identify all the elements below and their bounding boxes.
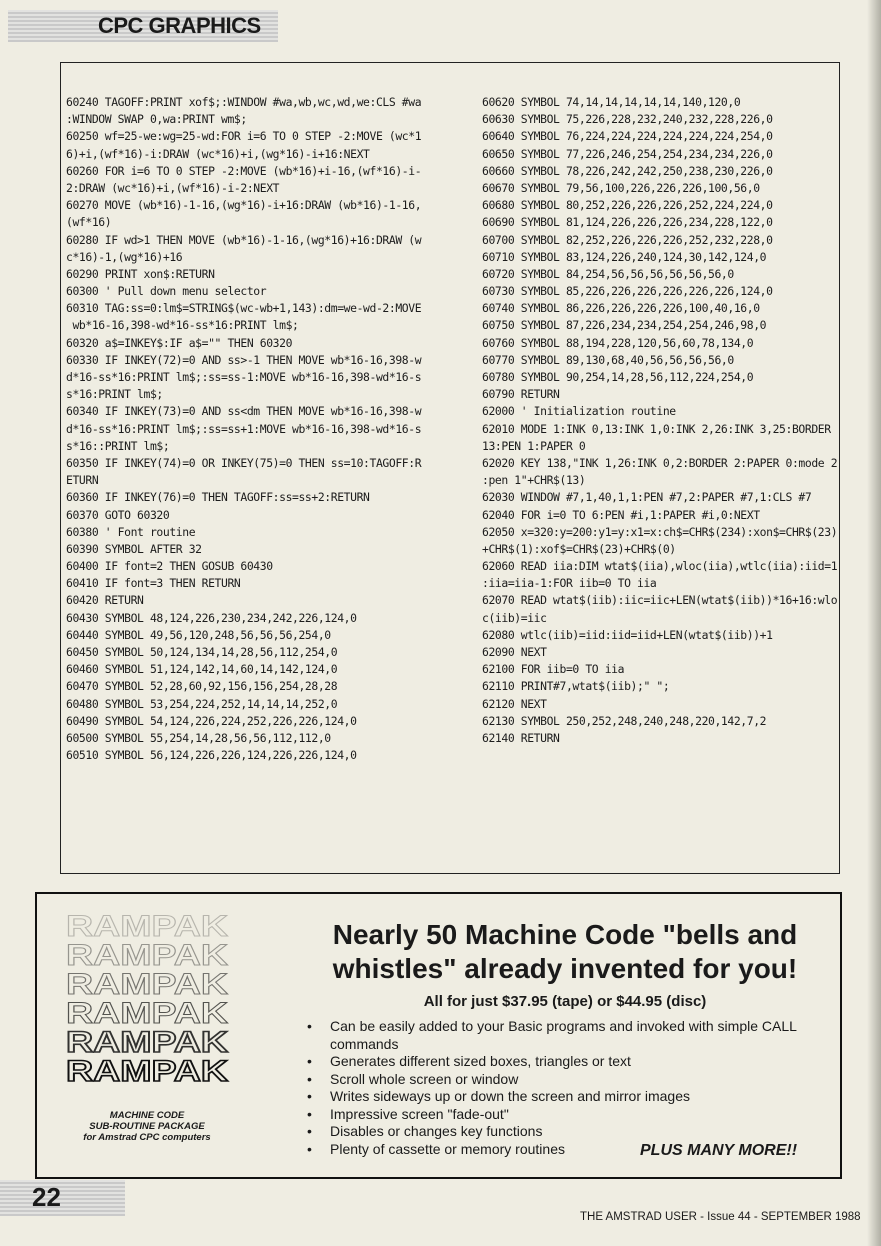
ad-feature-item: • Scroll whole screen or window [305, 1071, 805, 1089]
code-line: s*16::PRINT lm$; [66, 438, 170, 453]
ad-feature-item: • Impressive screen "fade-out" [305, 1106, 805, 1124]
logo-word: RAMPAK [66, 1055, 229, 1085]
code-line: 60710 SYMBOL 83,124,226,240,124,30,142,124,0 [482, 249, 767, 264]
code-line: 60270 MOVE (wb*16)-1-16,(wg*16)-i+16:DRAW (wb*16)-1-16, [66, 198, 422, 213]
ad-feature-item: • Generates different sized boxes, triangles or text [305, 1053, 805, 1071]
code-line: 60640 SYMBOL 76,224,224,224,224,224,224,254,0 [482, 129, 773, 144]
code-line: 62100 FOR iib=0 TO iia [482, 662, 625, 677]
section-title: CPC GRAPHICS [98, 13, 261, 38]
code-line: 60630 SYMBOL 75,226,228,232,240,232,228,226,0 [482, 112, 773, 127]
code-line: 60480 SYMBOL 53,254,224,252,14,14,14,252,0 [66, 696, 338, 711]
code-line: 60450 SYMBOL 50,124,134,14,28,56,112,254,0 [66, 645, 338, 659]
ad-headline-line: Nearly 50 Machine Code "bells and [332, 919, 798, 950]
code-line: 60340 IF INKEY(73)=0 AND ss<dm THEN MOVE wb*16-16,398-w [66, 404, 422, 419]
code-line: :pen 1"+CHR$(13) [482, 473, 586, 488]
code-line: 62070 READ wtat$(iib):iic=iic+LEN(wtat$(iib))*16+16:wlo [482, 593, 838, 608]
code-line: 60750 SYMBOL 87,226,234,234,254,254,246,98,0 [482, 318, 767, 333]
code-line: 60700 SYMBOL 82,252,226,226,226,252,232,228,0 [482, 232, 773, 247]
code-line: :iia=iia-1:FOR iib=0 TO iia [482, 576, 657, 591]
code-line: 60360 IF INKEY(76)=0 THEN TAGOFF:ss=ss+2:RETURN [66, 490, 370, 505]
code-line: 60760 SYMBOL 88,194,228,120,56,60,78,134,0 [482, 335, 754, 350]
code-line: +CHR$(1):xof$=CHR$(23)+CHR$(0) [482, 541, 676, 556]
code-line: 60490 SYMBOL 54,124,226,224,252,226,226,124,0 [66, 713, 357, 728]
code-line: 60280 IF wd>1 THEN MOVE (wb*16)-1-16,(wg*16)+16:DRAW (w [66, 232, 422, 247]
code-line: 62050 x=320:y=200:y1=y:x1=x:ch$=CHR$(234):xon$=CHR$(23) [482, 524, 838, 539]
code-line: 60400 IF font=2 THEN GOSUB 60430 [66, 559, 273, 574]
code-line: 60300 ' Pull down menu selector [66, 284, 267, 299]
publication-name: THE AMSTRAD USER [580, 1211, 697, 1223]
code-line: (wf*16) [66, 215, 112, 230]
code-line: 60500 SYMBOL 55,254,14,28,56,56,112,112,0 [66, 730, 331, 745]
code-line: 62090 NEXT [482, 645, 547, 659]
ad-feature-item: • Writes sideways up or down the screen and mirror images [305, 1088, 805, 1106]
logo-word: RAMPAK [66, 968, 229, 1001]
logo-word: RAMPAK [66, 997, 229, 1030]
logo-caption-line: SUB-ROUTINE PACKAGE [89, 1121, 205, 1132]
code-line: 60510 SYMBOL 56,124,226,226,124,226,226,124,0 [66, 748, 357, 763]
code-line: 60370 GOTO 60320 [66, 507, 170, 522]
code-line: 62010 MODE 1:INK 0,13:INK 1,0:INK 2,26:INK 3,25:BORDER [482, 421, 831, 436]
code-line: 60730 SYMBOL 85,226,226,226,226,226,226,124,0 [482, 284, 773, 299]
code-line: d*16-ss*16:PRINT lm$;:ss=ss-1:MOVE wb*16-16,398-wd*16-s [66, 370, 422, 384]
code-line: wb*16-16,398-wd*16-ss*16:PRINT lm$; [66, 318, 299, 333]
ad-headline [300, 918, 830, 986]
logo-word: RAMPAK [66, 939, 229, 972]
code-line: c(iib)=iic [482, 610, 547, 625]
code-line: 62020 KEY 138,"INK 1,26:INK 0,2:BORDER 2:PAPER 0:mode 2 [482, 455, 838, 470]
code-line: 60310 TAG:ss=0:lm$=STRING$(wc-wb+1,143):dm=we-wd-2:MOVE [66, 301, 422, 316]
code-line: 60290 PRINT xon$:RETURN [66, 266, 215, 281]
ad-headline-line: whistles" already invented for you! [332, 953, 798, 984]
code-line: 60620 SYMBOL 74,14,14,14,14,14,140,120,0 [482, 95, 741, 109]
code-line: 62120 NEXT [482, 696, 547, 711]
ad-feature-list [305, 1018, 805, 1158]
code-line: 60430 SYMBOL 48,124,226,230,234,242,226,124,0 [66, 610, 357, 625]
code-line: d*16-ss*16:PRINT lm$;:ss=ss+1:MOVE wb*16-16,398-wd*16-s [66, 421, 422, 436]
code-line: 2:DRAW (wc*16)+i,(wf*16)-i-2:NEXT [66, 180, 280, 195]
code-line: 13:PEN 1:PAPER 0 [482, 438, 586, 453]
ad-price-line: All for just $37.95 (tape) or $44.95 (disc) [423, 993, 707, 1010]
code-line: 60680 SYMBOL 80,252,226,226,226,252,224,224,0 [482, 198, 773, 213]
code-line: 62140 RETURN [482, 730, 560, 745]
ad-feature-item: • Can be easily added to your Basic programs and invoked with simple CALL commands [305, 1018, 805, 1053]
logo-word: RAMPAK [66, 1026, 229, 1059]
code-line: 60330 IF INKEY(72)=0 AND ss>-1 THEN MOVE wb*16-16,398-w [66, 352, 422, 367]
rampak-logo [62, 910, 232, 1085]
page-number: 22 [32, 1182, 61, 1212]
code-line: :WINDOW SWAP 0,wa:PRINT wm$; [66, 112, 247, 127]
page-number-tab [0, 1180, 125, 1216]
code-line: 60380 ' Font routine [66, 524, 196, 539]
code-line: 60250 wf=25-we:wg=25-wd:FOR i=6 TO 0 STEP -2:MOVE (wc*1 [66, 129, 422, 144]
code-line: 60770 SYMBOL 89,130,68,40,56,56,56,56,0 [482, 352, 734, 367]
code-line: 60790 RETURN [482, 387, 560, 402]
code-line: 60390 SYMBOL AFTER 32 [66, 541, 202, 556]
logo-word: RAMPAK [66, 910, 229, 943]
ad-feature-item: • Disables or changes key functions [305, 1123, 805, 1141]
ad-plus-more: PLUS MANY MORE!! [640, 1142, 798, 1159]
code-line: 62060 READ iia:DIM wtat$(iia),wloc(iia),wtlc(iia):iid=1 [482, 559, 838, 574]
code-line: 60670 SYMBOL 79,56,100,226,226,226,100,56,0 [482, 180, 760, 195]
code-line: 60650 SYMBOL 77,226,246,254,254,234,234,226,0 [482, 146, 773, 161]
code-line: 60320 a$=INKEY$:IF a$="" THEN 60320 [66, 335, 293, 350]
page-edge-shadow [867, 0, 881, 1246]
logo-caption-line: MACHINE CODE [109, 1110, 185, 1121]
logo-caption-line: for Amstrad CPC computers [83, 1132, 211, 1143]
code-line: 60410 IF font=3 THEN RETURN [66, 576, 241, 591]
code-line: ETURN [66, 473, 99, 488]
code-line: 60720 SYMBOL 84,254,56,56,56,56,56,56,0 [482, 266, 734, 281]
code-line: 62080 wtlc(iib)=iid:iid=iid+LEN(wtat$(iib))+1 [482, 627, 773, 642]
code-line: 60740 SYMBOL 86,226,226,226,226,100,40,16,0 [482, 301, 760, 316]
code-line: 60420 RETURN [66, 593, 144, 608]
code-line: 60690 SYMBOL 81,124,226,226,226,234,228,122,0 [482, 215, 773, 230]
code-line: 62110 PRINT#7,wtat$(iib);" "; [482, 679, 670, 694]
ad-feature-item: • Plenty of cassette or memory routines [305, 1141, 805, 1159]
code-line: 60260 FOR i=6 TO 0 STEP -2:MOVE (wb*16)+i-16,(wf*16)-i- [66, 163, 422, 178]
page-footer: THE AMSTRAD USER - Issue 44 - SEPTEMBER 1988 [580, 1211, 861, 1223]
code-line: 60460 SYMBOL 51,124,142,14,60,14,142,124,0 [66, 662, 338, 677]
code-listing-right-column [482, 94, 837, 747]
code-line: 60780 SYMBOL 90,254,14,28,56,112,224,254,0 [482, 370, 754, 384]
code-line: c*16)-1,(wg*16)+16 [66, 249, 183, 264]
code-line: 60440 SYMBOL 49,56,120,248,56,56,56,254,0 [66, 627, 331, 642]
code-line: s*16:PRINT lm$; [66, 387, 163, 402]
code-line: 60660 SYMBOL 78,226,242,242,250,238,230,226,0 [482, 163, 773, 178]
code-line: 60240 TAGOFF:PRINT xof$;:WINDOW #wa,wb,wc,wd,we:CLS #wa [66, 95, 422, 109]
code-line: 62040 FOR i=0 TO 6:PEN #i,1:PAPER #i,0:NEXT [482, 507, 760, 522]
code-line: 62130 SYMBOL 250,252,248,240,248,220,142,7,2 [482, 713, 767, 728]
issue-info: Issue 44 - SEPTEMBER 1988 [707, 1211, 861, 1223]
code-line: 60350 IF INKEY(74)=0 OR INKEY(75)=0 THEN ss=10:TAGOFF:R [66, 455, 422, 470]
code-line: 62000 ' Initialization routine [482, 404, 676, 419]
code-line: 60470 SYMBOL 52,28,60,92,156,156,254,28,28 [66, 679, 338, 694]
section-header-tab [8, 10, 278, 42]
code-listing-left-column [66, 94, 421, 764]
logo-caption [62, 1110, 232, 1143]
code-line: 62030 WINDOW #7,1,40,1,1:PEN #7,2:PAPER #7,1:CLS #7 [482, 490, 812, 505]
code-line: 6)+i,(wf*16)-i:DRAW (wc*16)+i,(wg*16)-i+16:NEXT [66, 146, 370, 161]
